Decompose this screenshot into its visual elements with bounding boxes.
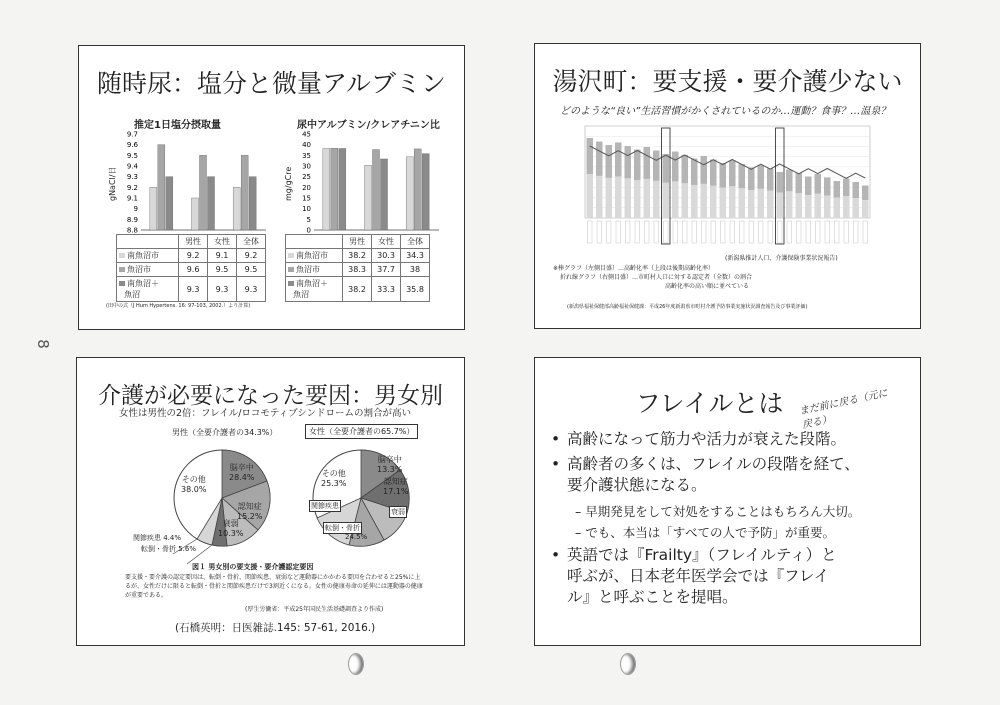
slide-title: フレイルとは [635, 389, 784, 418]
y-tick-label: 10 [302, 205, 311, 214]
row-label: 魚沼市 [117, 263, 179, 277]
page-number: 8 [33, 339, 52, 349]
bar-lower [729, 186, 736, 218]
bar-upper [682, 155, 689, 183]
table-cell: 9.6 [179, 263, 208, 277]
female-label-frailty: 衰弱 [391, 508, 405, 516]
bar-lower [805, 195, 812, 218]
table-cell: 9.3 [179, 277, 208, 302]
bar-lower [739, 188, 746, 218]
handwritten-note: まだ前に戻る（元に戻る） [798, 387, 889, 432]
bar-upper [843, 179, 850, 197]
bullet-3-text-cont2: ル』と呼ぶことを提唱。 [567, 588, 738, 606]
category-label-box [635, 221, 640, 243]
table-row [117, 263, 266, 277]
column-header: 男性 [179, 235, 208, 249]
combo-chart [555, 122, 895, 250]
y-tick-label: 9.6 [126, 141, 138, 150]
category-label-box [692, 221, 697, 243]
bar-lower [758, 189, 765, 218]
category-label-box [616, 221, 621, 243]
table-cell: 37.7 [372, 263, 401, 277]
slide-frailty [534, 357, 921, 646]
y-tick-label: 0 [306, 226, 311, 235]
y-tick-label: 9.4 [126, 162, 138, 171]
subitem-1: – 早期発見をして対処をすることはもちろん大切。 [575, 504, 861, 519]
y-tick-label: 35 [302, 151, 311, 160]
chart-source: (新潟県推計人口、介護保険事業状況報告) [725, 255, 838, 262]
y-tick-label: 9.1 [126, 194, 138, 203]
corner-cell [286, 235, 343, 249]
slide-title: 介護が必要になった要因：男女別 [98, 383, 443, 409]
left-chart-ylabel: gNaCl/日 [108, 166, 117, 201]
bar-lower [777, 193, 784, 218]
bullet-3-text-cont1: 呼ぶが、日本老年医学会では『フレイ [567, 567, 830, 585]
table-cell: 9.3 [208, 277, 237, 302]
category-label-box [730, 221, 735, 243]
bar-upper [701, 156, 708, 184]
y-tick-label: 9.7 [126, 130, 138, 139]
bar-lower [587, 174, 594, 218]
row-label: 魚沼市 [286, 263, 343, 277]
category-label-box [664, 221, 669, 243]
footnote: (田中の式（J Hum Hypertens. 16: 97-103, 2002.）より計算) [106, 303, 251, 309]
y-tick-label: 25 [302, 173, 311, 182]
figure-text: 要支援・要介護の認定要因は、転倒・骨折、関節疾患、衰弱など運動器にかかわる要因を合わせると25%に上るが、女性だけに限ると転倒・骨折と関節疾患だけで3割近くになる。女性の健康寿命の延伸には運動器の健康が重要である。 [125, 574, 423, 599]
column-header: 女性 [372, 235, 401, 249]
bar-upper [767, 169, 774, 191]
bar-upper [758, 165, 765, 189]
right-chart-ylabel: mg/gCre [284, 166, 293, 201]
table-cell: 30.3 [372, 249, 401, 263]
bullet-dot: • [551, 430, 561, 448]
bar-lower [682, 183, 689, 218]
figure-source: (厚生労働省：平成25年国民生活基礎調査より作成) [245, 606, 384, 613]
bar-upper [739, 164, 746, 188]
bar-upper [729, 161, 736, 187]
y-tick-label: 20 [302, 183, 311, 192]
bullet-1-text: 高齢になって筋力や活力が衰えた段階。 [567, 430, 847, 448]
category-label-box [626, 221, 631, 243]
bullet-2-text-cont: 要介護状態になる。 [567, 476, 707, 494]
bar-lower [663, 183, 670, 218]
slide-title: 随時尿：塩分と微量アルブミン [96, 69, 446, 98]
table-cell: 9.3 [237, 277, 266, 302]
bar-lower [796, 193, 803, 218]
y-tick-label: 15 [302, 194, 311, 203]
bullet-dot: • [551, 546, 561, 564]
bar-lower [862, 200, 869, 218]
bar-2 [208, 177, 215, 230]
category-label-box [778, 221, 783, 243]
bar-upper [634, 150, 641, 181]
bar-upper [710, 160, 717, 186]
category-label-box [797, 221, 802, 243]
row-label: 南魚沼市 [286, 249, 343, 263]
female-label-fracture: 転倒・骨折 [325, 524, 360, 532]
row-label: 南魚沼市 [117, 249, 179, 263]
category-label-box [844, 221, 849, 243]
table-row [117, 277, 266, 302]
female-label-other: その他 25.3% [321, 469, 347, 488]
left-bar-chart [109, 130, 299, 240]
y-tick-label: 40 [302, 141, 311, 150]
category-label-box [683, 221, 688, 243]
female-label-stroke: 脳卒中 13.3% [377, 455, 403, 474]
male-label-joint: 関節疾患 4.4% [133, 534, 182, 542]
table-row [117, 249, 266, 263]
female-label-combined: 24.5% [345, 533, 368, 541]
bar-lower [596, 176, 603, 218]
category-label-box [835, 221, 840, 243]
punch-hole-left [348, 653, 364, 675]
bar-1 [373, 150, 380, 230]
bar-upper [625, 146, 632, 178]
bar-upper [862, 186, 869, 201]
bar-lower [786, 191, 793, 218]
table-row [286, 277, 430, 302]
bar-2 [249, 177, 256, 230]
bar-0 [406, 157, 413, 230]
male-label-other: その他 38.0% [181, 475, 207, 494]
table-cell: 9.2 [237, 249, 266, 263]
bar-lower [720, 188, 727, 218]
category-label-box [721, 221, 726, 243]
bar-upper [824, 178, 831, 196]
bar-upper [587, 138, 594, 174]
y-tick-label: 30 [302, 162, 311, 171]
punch-hole-right [620, 653, 636, 675]
slide-salt-albumin [78, 45, 465, 330]
bar-upper [596, 142, 603, 176]
slide-subtitle: 女性は男性の2倍：フレイル/ロコモティブシンドロームの割合が高い [119, 408, 412, 419]
bar-upper [663, 154, 670, 183]
bar-lower [701, 184, 708, 218]
table-row [286, 263, 430, 277]
bar-upper [805, 177, 812, 196]
bar-upper [796, 173, 803, 193]
male-label-frailty: 衰弱 10.3% [218, 519, 244, 538]
bar-upper [834, 181, 841, 198]
bar-0 [365, 165, 372, 230]
table-cell: 35.8 [401, 277, 430, 302]
subitem-1-text: 早期発見をして対処をすることはもちろん大切。 [585, 504, 861, 519]
bar-upper [615, 143, 622, 177]
slide-title: 湯沢町：要支援・要介護少ない [552, 67, 903, 96]
table-cell: 38 [401, 263, 430, 277]
bar-upper [606, 145, 613, 178]
bar-1 [200, 155, 207, 230]
category-label-box [607, 221, 612, 243]
bar-0 [150, 187, 157, 230]
bar-upper [720, 163, 727, 188]
y-tick-label: 9.2 [126, 183, 138, 192]
bar-1 [158, 145, 165, 230]
female-label-joint: 関節疾患 [311, 502, 339, 510]
bar-upper [853, 182, 860, 198]
bar-lower [625, 178, 632, 218]
male-header: 男性（全要介護者の34.3%） [172, 428, 278, 437]
bar-2 [422, 154, 429, 230]
category-label-box [654, 221, 659, 243]
legend-bar: ※棒グラフ（左側目盛）…高齢化率（上段は後期高齢化率） [553, 265, 715, 272]
category-label-box [711, 221, 716, 243]
category-label-box [806, 221, 811, 243]
y-tick-label: 9.5 [126, 151, 138, 160]
table-cell: 38.3 [343, 263, 372, 277]
table-cell: 9.5 [208, 263, 237, 277]
column-header: 男性 [343, 235, 372, 249]
bar-lower [634, 180, 641, 218]
table-cell: 9.1 [208, 249, 237, 263]
table-cell: 34.3 [401, 249, 430, 263]
category-label-box [597, 221, 602, 243]
male-label-fracture: 転倒・骨折 5.6% [141, 545, 197, 553]
bar-0 [323, 149, 330, 230]
bar-1 [241, 155, 248, 230]
bar-lower [653, 181, 660, 218]
bar-upper [777, 172, 784, 193]
bar-lower [815, 194, 822, 218]
category-label-box [645, 221, 650, 243]
right-data-table [285, 234, 430, 302]
category-label-box [787, 221, 792, 243]
y-tick-label: 45 [302, 130, 311, 139]
y-tick-label: 9 [133, 205, 138, 214]
bar-upper [644, 147, 651, 179]
bar-lower [767, 191, 774, 218]
table-row [286, 249, 430, 263]
category-label-box [825, 221, 830, 243]
figure-caption: 図１ 男女別の要支援・要介護認定要因 [192, 563, 314, 571]
source-credit: (新潟県福祉保健部高齢福祉保健課：平成26年度新潟県市町村介護予防事業実施状況調査報告及び事業評価) [567, 304, 808, 310]
column-header: 女性 [208, 235, 237, 249]
category-label-box [816, 221, 821, 243]
bar-lower [834, 198, 841, 218]
category-label-box [740, 221, 745, 243]
table-cell: 38.2 [343, 277, 372, 302]
bar-2 [339, 149, 346, 230]
bar-lower [843, 196, 850, 218]
bar-lower [615, 176, 622, 218]
category-label-box [854, 221, 859, 243]
table-cell: 9.5 [237, 263, 266, 277]
subitem-2: – でも、本当は「すべての人で予防」が重要。 [575, 525, 835, 540]
category-label-box [768, 221, 773, 243]
category-label-box [759, 221, 764, 243]
male-label-stroke: 脳卒中 28.4% [229, 463, 255, 482]
bar-lower [710, 186, 717, 218]
bar-2 [166, 177, 173, 230]
bar-lower [748, 190, 755, 218]
right-chart-title: 尿中アルブミン/クレアチニン比 [297, 120, 440, 131]
bullet-3-text: 英語では『Frailty』（フレイルティ）と [567, 546, 837, 564]
category-label-box [588, 221, 593, 243]
column-header: 全体 [401, 235, 430, 249]
subitem-2-text: でも、本当は「すべての人で予防」が重要。 [585, 525, 835, 540]
bullet-dot: • [551, 455, 561, 473]
bar-lower [672, 181, 679, 218]
bar-lower [644, 179, 651, 218]
bar-1 [414, 149, 421, 230]
bar-2 [381, 159, 388, 230]
y-tick-label: 9.3 [126, 173, 138, 182]
legend-note: 高齢化率の高い順に並べている [665, 283, 750, 290]
y-tick-label: 5 [306, 215, 311, 224]
bar-1 [331, 148, 338, 230]
bar-lower [691, 185, 698, 218]
category-label-box [702, 221, 707, 243]
slide-subtitle: どのような“良い”生活習慣がかくされているのか…運動？食事？…温泉？ [560, 106, 891, 117]
column-header: 全体 [237, 235, 266, 249]
table-cell: 9.2 [179, 249, 208, 263]
left-data-table [116, 234, 266, 302]
bar-upper [786, 170, 793, 192]
bar-upper [672, 152, 679, 182]
y-tick-label: 8.8 [126, 226, 138, 235]
category-label-box [749, 221, 754, 243]
bar-0 [233, 187, 240, 230]
female-label-dementia: 認知症 17.1% [383, 477, 409, 496]
category-label-box [863, 221, 868, 243]
bar-lower [824, 196, 831, 218]
slide-yuzawa [534, 43, 921, 329]
row-label: 南魚沼＋ 魚沼 [286, 277, 343, 302]
bar-0 [192, 198, 199, 230]
citation: (石橋英明：日医雑誌.145: 57-61, 2016.) [175, 622, 376, 634]
right-bar-chart [282, 130, 465, 240]
table-cell: 33.3 [372, 277, 401, 302]
male-label-dementia: 認知症 15.2% [237, 502, 263, 521]
bar-upper [653, 151, 660, 181]
y-tick-label: 8.9 [126, 215, 138, 224]
table-cell: 38.2 [343, 249, 372, 263]
bar-upper [748, 168, 755, 191]
legend-line: 折れ線グラフ（右側目盛）…市町村人口に対する認定者（全数）の割合 [560, 274, 753, 281]
corner-cell [117, 235, 179, 249]
bar-upper [815, 174, 822, 194]
row-label: 南魚沼＋ 魚沼 [117, 277, 179, 302]
line-series [590, 146, 866, 178]
left-chart-title: 推定1日塩分摂取量 [134, 120, 221, 131]
slide-care-causes [76, 357, 465, 646]
female-header: 女性（全要介護者の65.7%） [305, 424, 418, 439]
bullet-2-text: 高齢者の多くは、フレイルの段階を経て、 [567, 455, 860, 473]
category-label-box [673, 221, 678, 243]
bar-lower [853, 198, 860, 218]
bar-upper [691, 159, 698, 186]
bar-lower [606, 178, 613, 218]
